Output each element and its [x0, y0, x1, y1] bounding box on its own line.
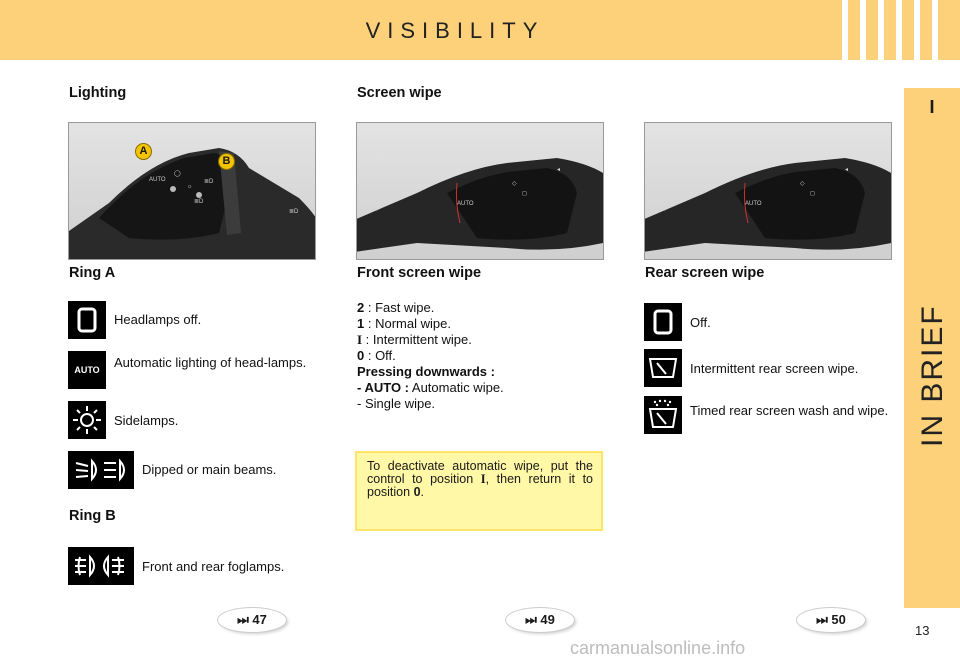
svg-text:◇: ◇	[800, 181, 805, 187]
dipped-main-beams-icon	[68, 451, 134, 489]
wipe-line-single: - Single wipe.	[357, 396, 436, 411]
svg-text:AUTO: AUTO	[149, 177, 166, 183]
svg-text:⌒: ⌒	[660, 211, 667, 217]
skip-icon: ⏭	[237, 612, 249, 627]
svg-text:◯: ◯	[174, 171, 181, 177]
ring-a-heading: Ring A	[69, 265, 116, 281]
lighting-stalk-photo	[68, 122, 316, 260]
svg-text:◻: ◻	[810, 191, 815, 197]
foglamps-icon	[68, 547, 134, 585]
svg-text:⌒: ⌒	[372, 211, 379, 217]
svg-text:≣D: ≣D	[289, 209, 299, 215]
beams-text: Dipped or main beams.	[142, 462, 277, 477]
svg-text:AUTO: AUTO	[457, 201, 474, 207]
rear-wash-icon	[644, 396, 682, 434]
wipe-line-fast: 2 : Fast wipe.	[357, 300, 435, 315]
watermark: carmanualsonline.info	[570, 638, 746, 658]
wipe-line-off: 0 : Off.	[357, 348, 396, 363]
svg-text:☼: ☼	[187, 184, 193, 190]
front-wipe-heading: Front screen wipe	[357, 265, 482, 281]
header-stripe	[932, 0, 938, 60]
label-a: A	[135, 143, 152, 160]
ref-link-50[interactable]: ⏭ 50	[797, 608, 865, 632]
sidelamps-text: Sidelamps.	[114, 413, 179, 428]
rear-off-text: Off.	[690, 315, 711, 330]
chapter-title: IN BRIEF	[916, 304, 949, 447]
svg-text:AUTO: AUTO	[745, 201, 762, 207]
headlamps-off-icon	[68, 301, 106, 339]
wipe-line-auto: - AUTO : Automatic wipe.	[357, 380, 504, 395]
rear-wipe-heading: Rear screen wipe	[645, 265, 765, 281]
svg-text:◻: ◻	[522, 191, 527, 197]
screen-wipe-heading: Screen wipe	[357, 85, 442, 101]
auto-icon: AUTO	[68, 351, 106, 389]
note-text: To deactivate automatic wipe, put the control to position I, then return it to position 0.	[367, 459, 593, 499]
header-stripe	[914, 0, 920, 60]
page-title: VISIBILITY	[365, 18, 545, 43]
skip-icon: ⏭	[525, 612, 537, 627]
headlamps-off-text: Headlamps off.	[114, 312, 202, 327]
svg-text:◇: ◇	[512, 181, 517, 187]
lighting-heading: Lighting	[69, 85, 127, 101]
svg-text:◂: ◂	[557, 167, 561, 173]
rear-intermittent-icon	[644, 349, 682, 387]
auto-lighting-text: Automatic lighting of head-lamps.	[114, 355, 307, 370]
svg-text:◂: ◂	[845, 167, 849, 173]
chapter-number: I	[929, 97, 935, 117]
wipe-line-normal: 1 : Normal wipe.	[357, 316, 451, 331]
ref-link-49[interactable]: ⏭ 49	[506, 608, 574, 632]
wipe-line-pressing: Pressing downwards :	[357, 364, 495, 379]
front-wipe-list	[357, 301, 597, 413]
sidelamps-icon	[68, 401, 106, 439]
svg-text:≣D: ≣D	[204, 179, 214, 185]
foglamps-text: Front and rear foglamps.	[142, 559, 285, 574]
wipe-line-intermittent: I : Intermittent wipe.	[357, 332, 472, 347]
svg-text:≣D: ≣D	[194, 199, 204, 205]
rear-wipe-stalk-photo	[644, 122, 892, 260]
rear-intermittent-text: Intermittent rear screen wipe.	[690, 361, 859, 376]
ref-link-47[interactable]: ⏭ 47	[218, 608, 286, 632]
front-wipe-stalk-photo	[356, 122, 604, 260]
label-b: B	[218, 153, 235, 170]
skip-icon: ⏭	[816, 612, 828, 627]
rear-wipe-off-icon	[644, 303, 682, 341]
rear-wash-text: Timed rear screen wash and wipe.	[690, 403, 889, 418]
ring-b-heading: Ring B	[69, 508, 116, 524]
page-number: 13	[915, 623, 930, 638]
